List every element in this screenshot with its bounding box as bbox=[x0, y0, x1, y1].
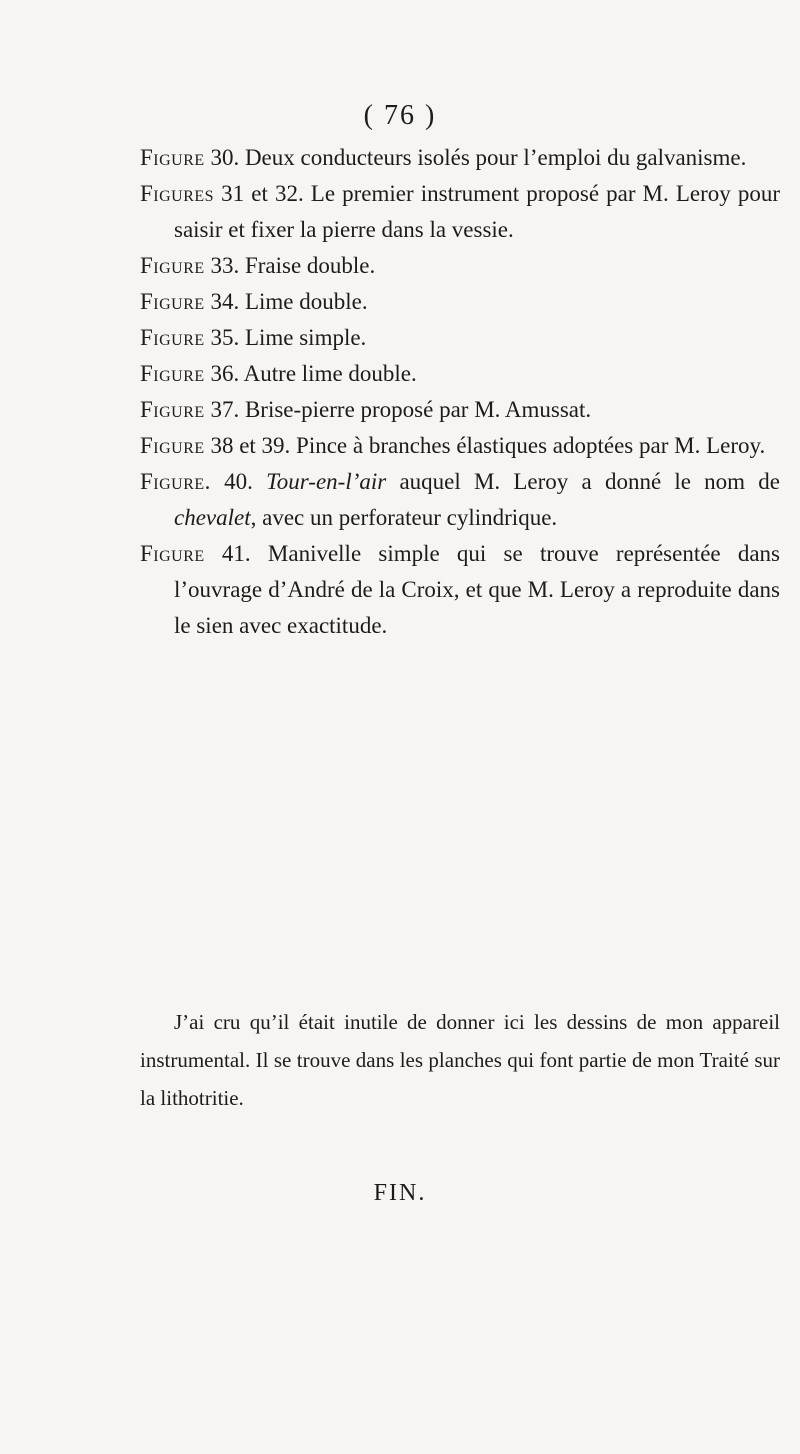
closing-paragraph: J’ai cru qu’il était inutile de donner ici les dessins de mon appareil instrumental. Il se trouve dans les planches qui font partie de mon Traité sur la lithotritie. bbox=[140, 1010, 780, 1110]
caption-text: Deux conducteurs isolés pour l’emploi du galvanisme. bbox=[244, 145, 747, 170]
caption-text: Fraise double. bbox=[244, 253, 376, 278]
caption-label: Figure bbox=[140, 253, 205, 278]
caption-number: 35. bbox=[210, 325, 240, 350]
caption-number: 38 et 39. bbox=[210, 433, 291, 458]
caption-number: 33. bbox=[210, 253, 240, 278]
caption-number: 37. bbox=[210, 397, 240, 422]
caption-figure-30 bbox=[140, 140, 780, 176]
caption-number: 40. bbox=[224, 469, 253, 494]
caption-figure-36 bbox=[140, 356, 780, 392]
caption-figures-31-32 bbox=[140, 176, 780, 248]
caption-figure-35 bbox=[140, 320, 780, 356]
caption-label: Figure bbox=[140, 325, 205, 350]
caption-figure-34 bbox=[140, 284, 780, 320]
caption-text: Manivelle simple qui se trouve représentée dans l’ouvrage d’André de la Croix, et que M. Leroy a reproduite dans le sien avec exactitude. bbox=[174, 541, 781, 638]
caption-label: Figure bbox=[140, 289, 205, 314]
caption-number: 31 et 32. bbox=[221, 181, 304, 206]
caption-number: 36. bbox=[210, 361, 240, 386]
page-number: ( 76 ) bbox=[363, 100, 437, 131]
caption-number: 30. bbox=[210, 145, 240, 170]
caption-figures-38-39 bbox=[140, 428, 780, 464]
caption-text: Brise-pierre proposé par M. Amussat. bbox=[244, 397, 592, 422]
fin-mark: FIN. bbox=[373, 1180, 427, 1206]
caption-text: Pince à branches élastiques adoptées par M. Leroy. bbox=[296, 433, 766, 458]
caption-label: Figure. bbox=[140, 469, 211, 494]
caption-figure-41 bbox=[140, 536, 780, 644]
caption-text: Autre lime double. bbox=[243, 361, 417, 386]
caption-figure-33 bbox=[140, 248, 780, 284]
caption-text: Lime simple. bbox=[244, 325, 367, 350]
caption-italic-term: Tour-en-l’air bbox=[266, 469, 387, 494]
caption-label: Figures bbox=[140, 181, 215, 206]
caption-number: 34. bbox=[210, 289, 240, 314]
caption-text: , avec un perforateur cylindrique. bbox=[250, 505, 558, 530]
caption-label: Figure bbox=[140, 361, 205, 386]
caption-number: 41. bbox=[221, 541, 251, 566]
caption-label: Figure bbox=[140, 541, 205, 566]
caption-label: Figure bbox=[140, 397, 205, 422]
caption-figure-37 bbox=[140, 392, 780, 428]
caption-text: Le premier instrument proposé par M. Leroy pour saisir et fixer la pierre dans la vessie. bbox=[174, 181, 781, 242]
caption-text: auquel M. Leroy a donné le nom de bbox=[399, 469, 780, 494]
caption-label: Figure bbox=[140, 433, 205, 458]
caption-label: Figure bbox=[140, 145, 205, 170]
figure-caption-list bbox=[140, 140, 780, 644]
caption-italic-term: chevalet bbox=[174, 505, 251, 530]
caption-figure-40 bbox=[140, 464, 780, 536]
caption-text: Lime double. bbox=[244, 289, 368, 314]
